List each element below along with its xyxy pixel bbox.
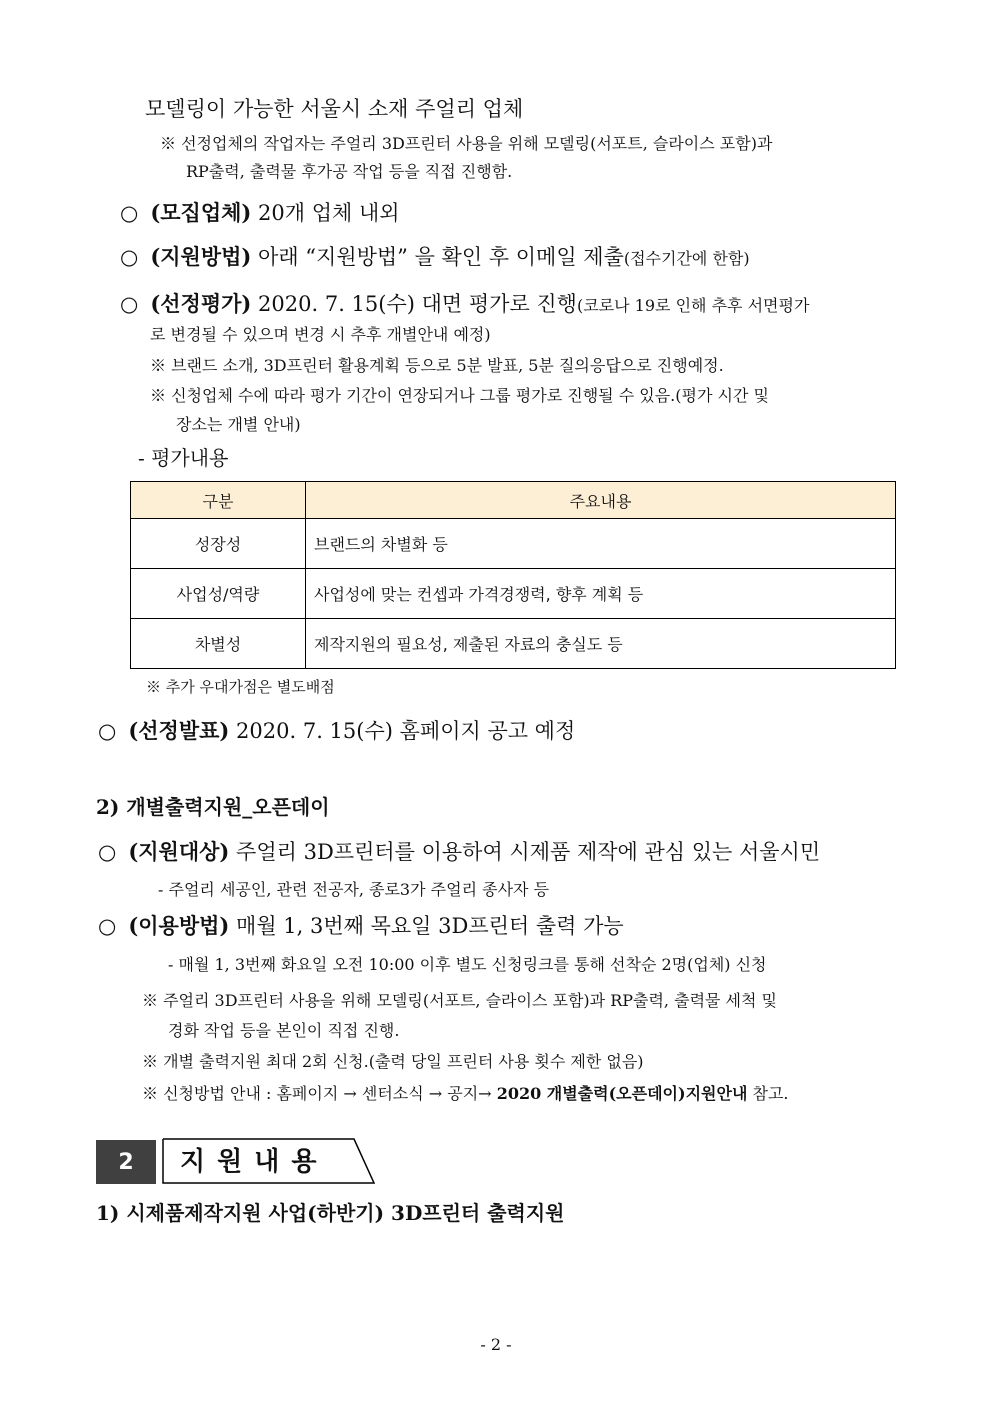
bullet-circle: ○ [98, 914, 117, 938]
section2-note-2: ※ 개별 출력지원 최대 2회 신청.(출력 당일 프린터 사용 횟수 제한 없음) [142, 1052, 644, 1071]
recruit-label: (모집업체) [150, 200, 252, 225]
section2-note-1-cont: 경화 작업 등을 본인이 직접 진행. [168, 1021, 400, 1040]
table-header-content: 주요내용 [306, 482, 896, 519]
target-text: 주얼리 3D프린터를 이용하여 시제품 제작에 관심 있는 서울시민 [236, 840, 821, 864]
table-header-row [131, 482, 896, 519]
selection-text: 2020. 7. 15(수) 대면 평가로 진행 [258, 292, 577, 316]
selection-sub-cont: 로 변경될 수 있으며 변경 시 추후 개별안내 예정) [150, 325, 491, 344]
usage-item [98, 910, 624, 940]
eval-heading: - 평가내용 [138, 446, 229, 470]
recruit-item [120, 197, 400, 227]
table-row [131, 519, 896, 569]
eval-note: ※ 추가 우대가점은 별도배점 [146, 678, 335, 696]
selection-note-2: ※ 신청업체 수에 따라 평가 기간이 연장되거나 그룹 평가로 진행될 수 있음.(평가 시간 및 [150, 386, 769, 405]
table-cell-content: 브랜드의 차별화 등 [306, 519, 896, 569]
table-cell-content: 제작지원의 필요성, 제출된 자료의 충실도 등 [306, 619, 896, 669]
table-row [131, 569, 896, 619]
target-item [98, 836, 820, 866]
method-label: (지원방법) [150, 244, 252, 269]
bullet-circle: ○ [98, 719, 117, 743]
target-label: (지원대상) [128, 839, 230, 864]
section2-note-1: ※ 주얼리 3D프린터 사용을 위해 모델링(서포트, 슬라이스 포함)과 RP출력, 출력물 세척 및 [142, 991, 778, 1010]
method-sub: (접수기간에 한함) [623, 249, 750, 268]
chapter-number-box: 2 [96, 1140, 156, 1184]
usage-text: 매월 1, 3번째 목요일 3D프린터 출력 가능 [236, 914, 624, 938]
announce-item [98, 715, 575, 745]
method-item [120, 241, 750, 271]
table-cell-category: 차별성 [131, 619, 306, 669]
bullet-circle: ○ [98, 840, 117, 864]
announce-text: 2020. 7. 15(수) 홈페이지 공고 예정 [236, 719, 576, 743]
bullet-circle: ○ [120, 245, 139, 269]
selection-item [120, 288, 809, 318]
chapter-title: 지원내용 [180, 1147, 329, 1177]
table-row [131, 619, 896, 669]
table-cell-category: 성장성 [131, 519, 306, 569]
usage-label: (이용방법) [128, 913, 230, 938]
selection-note-2-cont: 장소는 개별 안내) [176, 415, 301, 434]
notice-link-text: 2020 개별출력(오픈데이)지원안내 [496, 1084, 748, 1103]
intro-line: 모델링이 가능한 서울시 소재 주얼리 업체 [145, 97, 524, 121]
sub-heading: 1) 시제품제작지원 사업(하반기) 3D프린터 출력지원 [96, 1201, 565, 1225]
page-number: - 2 - [480, 1335, 512, 1354]
method-text: 아래 “지원방법” 을 확인 후 이메일 제출 [258, 245, 624, 269]
intro-note-cont: RP출력, 출력물 후가공 작업 등을 직접 진행함. [186, 162, 513, 181]
bullet-circle: ○ [120, 292, 139, 316]
selection-note-1: ※ 브랜드 소개, 3D프린터 활용계획 등으로 5분 발표, 5분 질의응답으로 진행예정. [150, 356, 724, 375]
table-cell-category: 사업성/역량 [131, 569, 306, 619]
eval-table [130, 481, 896, 669]
announce-label: (선정발표) [128, 718, 230, 743]
recruit-text: 20개 업체 내외 [258, 201, 400, 225]
section2-heading: 2) 개별출력지원_오픈데이 [96, 795, 330, 819]
table-header-category: 구분 [131, 482, 306, 519]
target-sub: - 주얼리 세공인, 관련 전공자, 종로3가 주얼리 종사자 등 [158, 880, 550, 899]
bullet-circle: ○ [120, 201, 139, 225]
table-cell-content: 사업성에 맞는 컨셉과 가격경쟁력, 향후 계획 등 [306, 569, 896, 619]
intro-note: ※ 선정업체의 작업자는 주얼리 3D프린터 사용을 위해 모델링(서포트, 슬라이스 포함)과 [160, 134, 773, 153]
section2-note-3: ※ 신청방법 안내 : 홈페이지 → 센터소식 → 공지→ 2020 개별출력(오픈데이)지원안내 참고. [142, 1084, 789, 1103]
usage-sub: - 매월 1, 3번째 화요일 오전 10:00 이후 별도 신청링크를 통해 선착순 2명(업체) 신청 [168, 955, 767, 974]
selection-label: (선정평가) [150, 291, 252, 316]
selection-sub: (코로나 19로 인해 추후 서면평가 [576, 296, 810, 315]
